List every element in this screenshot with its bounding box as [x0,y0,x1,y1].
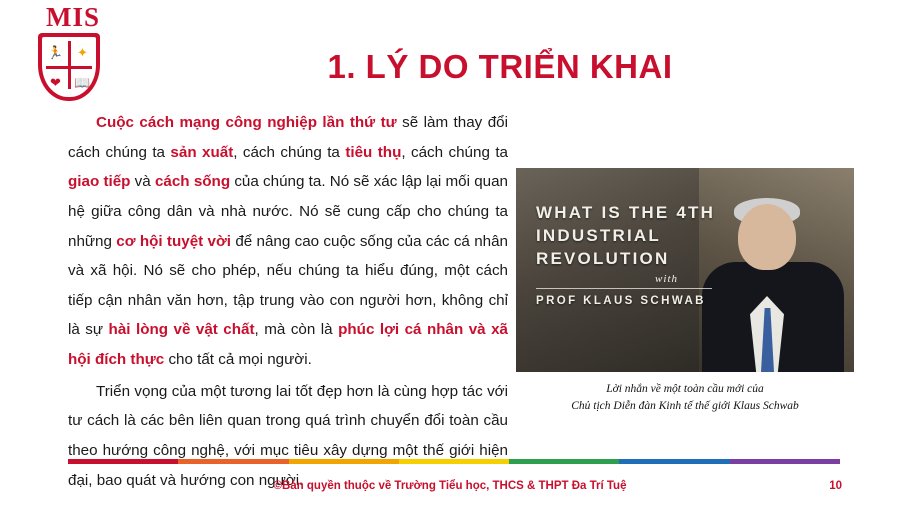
slide-title: 1. LÝ DO TRIỂN KHAI [327,48,673,85]
highlighted-phrase: giao tiếp [68,173,131,191]
body-run: và [130,173,155,191]
runner-icon: 🏃 [47,44,64,60]
color-bar-segment-6 [619,459,729,464]
overlay-line-3: REVOLUTION [536,248,670,268]
body-run: , mà còn là [254,321,339,339]
color-bar-segment-3 [289,459,399,464]
star-icon: ✦ [77,44,88,60]
body-run: của chúng ta. Nó sẽ xác lập lại mối quan hệ giữa công dân và nhà nước. Nó sẽ cung cấp cho chúng ta những [68,173,508,250]
paragraph-2: Triển vọng của một tương lai tốt đẹp hơn là cùng hợp tác với tư cách là các bên liên quan trong quá trình chuyển đổi toàn cầu theo hướng công nghệ, với mục tiêu xây dựng một thế giới hiện đại, bao quát và hướng con người. [68,382,508,489]
body-run: , cách chúng ta [233,143,346,161]
body-run: sẽ làm thay đổi cách chúng ta [68,114,508,161]
color-bar-segment-4 [399,459,509,464]
highlighted-phrase: Cuộc cách mạng công nghiệp lần thứ tư [96,114,397,131]
logo-text: MIS [45,2,100,32]
overlay-speaker-name: PROF KLAUS SCHWAB [536,294,706,307]
overlay-with-label: with [655,272,678,285]
figure-block [516,168,854,416]
heart-icon: ❤ [50,74,61,90]
figure-caption-line-1: Lời nhắn về một toàn cầu mới của [606,383,764,395]
page-number: 10 [829,480,842,492]
footer-copyright: ©Bản quyền thuộc về Trường Tiểu học, THCS & THPT Đa Trí Tuệ [273,480,627,492]
color-bar-segment-1 [68,459,178,464]
figure-caption [516,381,854,416]
highlighted-phrase: tiêu thụ [345,143,402,161]
color-bar-segment-2 [178,459,288,464]
highlighted-phrase: cơ hội tuyệt vời [116,232,231,250]
shield-icon [38,33,100,101]
overlay-divider [536,288,712,289]
slide-body [68,108,508,495]
footer-color-bar [68,459,840,464]
body-run: để nâng cao cuộc sống của các cá nhân và xã hội. Nó sẽ cho phép, nếu chúng ta hiểu đúng, một cách tiếp cận nhân văn hơn, tập trung vào con người hơn, không chỉ là sự [68,232,508,339]
body-run: , cách chúng ta [401,143,508,161]
highlighted-phrase: cách sống [154,173,231,191]
overlay-line-1: WHAT IS THE 4TH [536,203,716,222]
highlighted-phrase: hài lòng về vật chất [108,321,255,339]
highlighted-phrase: phúc lợi cá nhân và xã hội đích thực [68,321,508,369]
highlighted-phrase: sản xuất [170,143,234,161]
school-logo [14,4,124,104]
overlay-line-2: INDUSTRIAL [536,225,661,245]
figure-caption-line-2: Chủ tịch Diễn đàn Kinh tế thế giới Klaus Schwab [571,400,799,413]
color-bar-segment-7 [730,459,840,464]
klaus-schwab-photo [516,168,854,372]
body-run: cho tất cả mọi người. [164,351,312,369]
color-bar-segment-5 [509,459,619,464]
paragraph-1 [68,108,508,375]
book-icon: 📖 [74,74,91,90]
person-illustration [698,196,848,372]
photo-overlay-text [536,202,716,307]
